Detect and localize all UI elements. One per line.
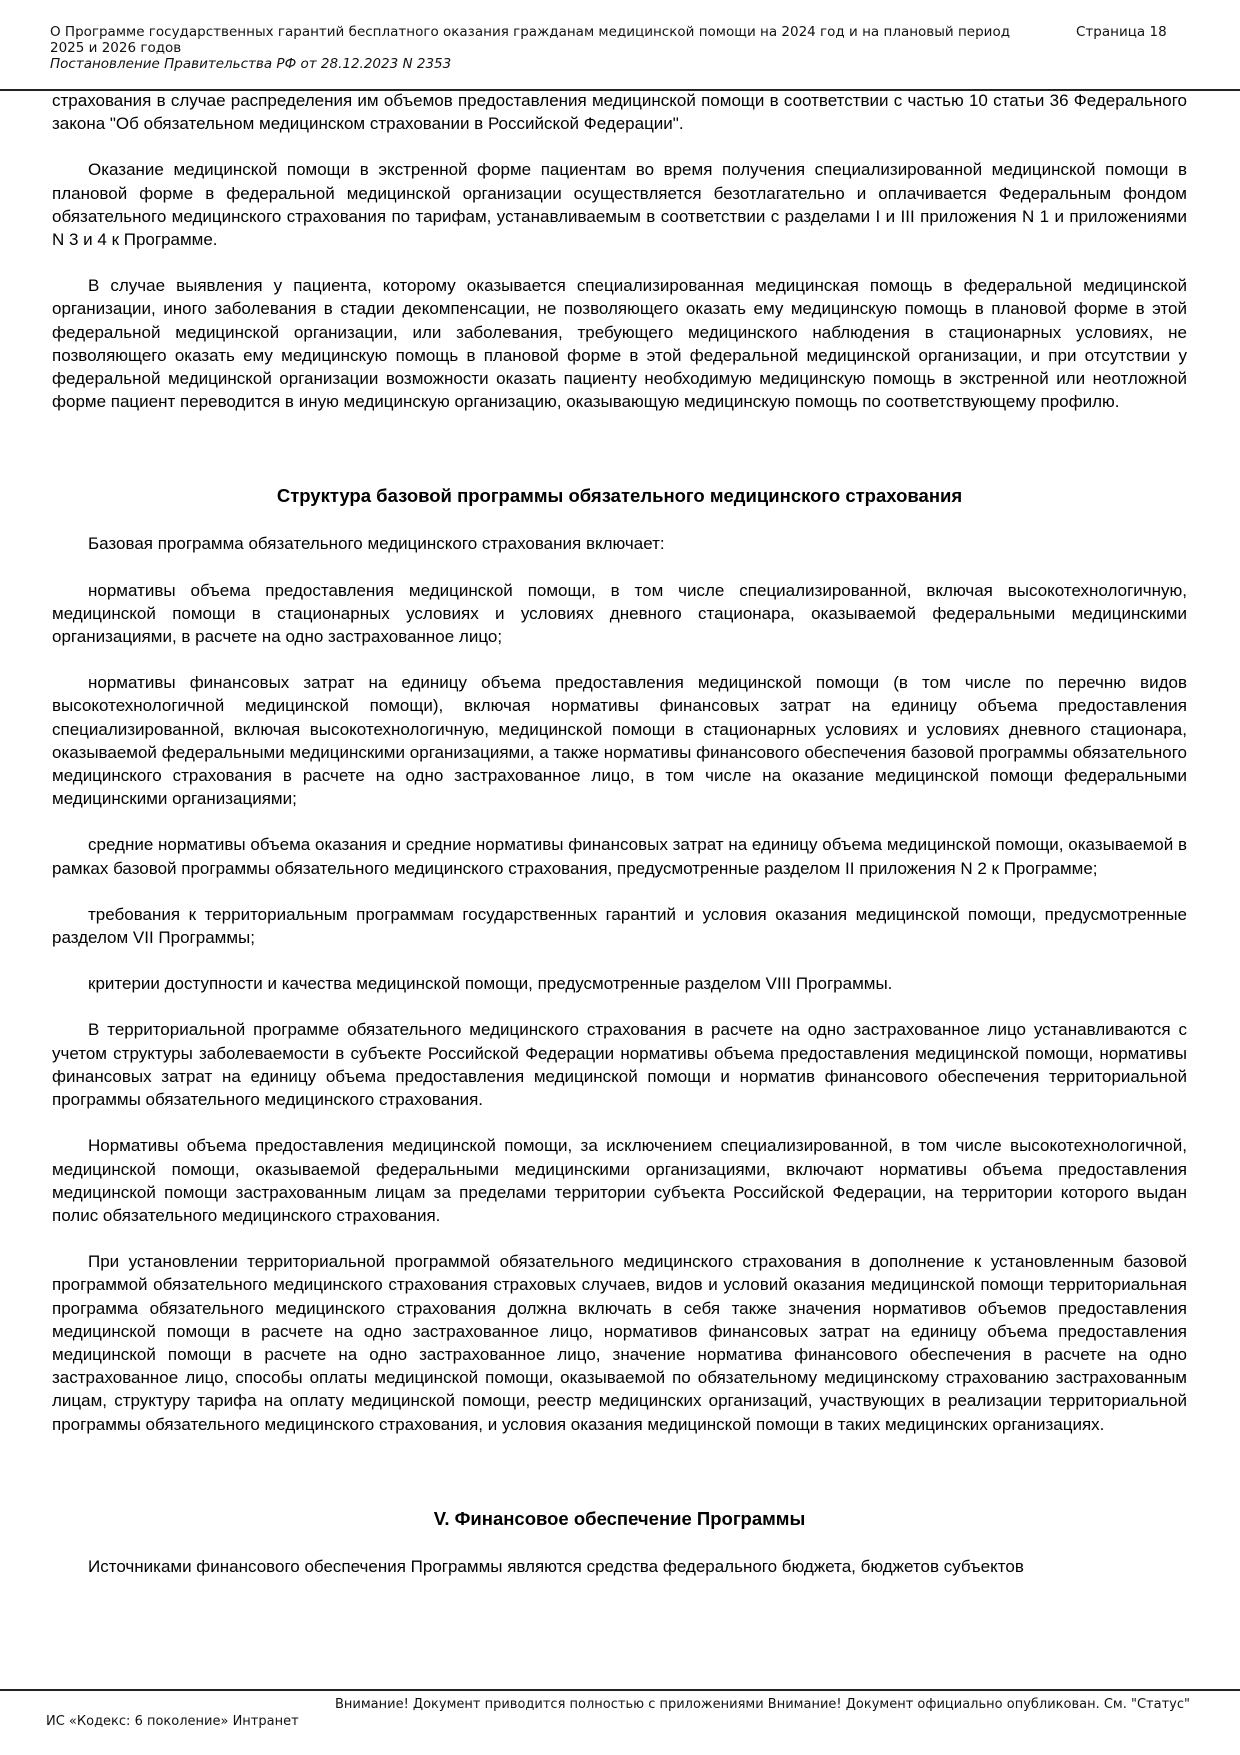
section-heading: Структура базовой программы обязательного медицинского страхования xyxy=(276,485,963,507)
footer-notice: Внимание! Документ приводится полностью с приложениями Внимание! Документ официально опубликован. См. "Статус" xyxy=(335,1697,1190,1712)
paragraph: страхования в случае распределения им объемов предоставления медицинской помощи в соответствии с частью 10 статьи 36 Федерального закона "Об обязательном медицинском страховании в Российской Федерации". xyxy=(52,91,1187,134)
list-paragraph: требования к территориальным программам государственных гарантий и условия оказания медицинской помощи, предусмотренные разделом VII Программы; xyxy=(52,904,1187,948)
list-paragraph: нормативы объема предоставления медицинской помощи, в том числе специализированной, включая высокотехнологичную, медицинской помощи в стационарных условиях и условиях дневного стационара, оказываемой федеральными медицинскими организациями, в расчете на одно застрахованное лицо; xyxy=(52,580,1187,647)
list-paragraph: критерии доступности и качества медицинской помощи, предусмотренные разделом VIII Программы. xyxy=(88,974,893,994)
paragraph: Базовая программа обязательного медицинского страхования включает: xyxy=(88,534,665,554)
page-header xyxy=(50,24,1050,72)
paragraph: Нормативы объема предоставления медицинской помощи, за исключением специализированной, в том числе высокотехнологичной, медицинской помощи, оказываемой федеральными медицинскими организациями, включают нормативы объема предоставления медицинской помощи застрахованным лицам за пределами территории субъекта Российской Федерации, на территории которого выдан полис обязательного медицинского страхования. xyxy=(52,1136,1187,1225)
list-paragraph: нормативы финансовых затрат на единицу объема предоставления медицинской помощи (в том числе по перечню видов высокотехнологичной медицинской помощи), включая нормативы финансовых затрат на единицу объема предоставления специализированной, включая высокотехнологичную, медицинской помощи в стационарных условиях и условиях дневного стационара, оказываемой федеральными медицинскими организациями, а также нормативы финансового обеспечения базовой программы обязательного медицинского страхования в расчете на одно застрахованное лицо, в том числе на оказание медицинской помощи федеральными медицинскими организациями; xyxy=(52,673,1187,809)
document-subtitle: Постановление Правительства РФ от 28.12.2023 N 2353 xyxy=(50,56,452,72)
document-body xyxy=(52,89,1187,1578)
document-title: О Программе государственных гарантий бесплатного оказания гражданам медицинской помощи на 2024 год и на плановый период 2025 и 2026 годов xyxy=(50,24,1011,56)
paragraph: При установлении территориальной программой обязательного медицинского страхования в дополнение к установленным базовой программой обязательного медицинского страхования страховых случаев, видов и условий оказания медицинской помощи территориальная программа обязательного медицинского страхования должна включать в себя также значения нормативов объемов предоставления медицинской помощи в расчете на одно застрахованное лицо, нормативов финансовых затрат на единицу объема предоставления медицинской помощи в расчете на одно застрахованное лицо, значение норматива финансового обеспечения в расчете на одно застрахованное лицо, способы оплаты медицинской помощи, оказываемой по обязательному медицинскому страхованию застрахованным лицам, структуру тарифа на оплату медицинской помощи, реестр медицинских организаций, участвующих в реализации территориальной программы обязательного медицинского страхования, и условия оказания медицинской помощи в таких медицинских организациях. xyxy=(52,1252,1187,1434)
paragraph: Оказание медицинской помощи в экстренной форме пациентам во время получения специализированной медицинской помощи в плановой форме в федеральной медицинской организации осуществляется безотлагательно и оплачивается Федеральным фондом обязательного медицинского страхования по тарифам, устанавливаемым в соответствии с разделами I и III приложения N 1 и приложениями N 3 и 4 к Программе. xyxy=(52,160,1187,250)
paragraph: В случае выявления у пациента, которому оказывается специализированная медицинская помощь в федеральной медицинской организации, иного заболевания в стадии декомпенсации, не позволяющего оказать ему медицинскую помощь в плановой форме в этой федеральной медицинской организации, или заболевания, требующего медицинского наблюдения в стационарных условиях, не позволяющего оказать ему медицинскую помощь в плановой форме в этой федеральной медицинской организации, и при отсутствии у федеральной медицинской организации возможности оказать пациенту необходимую медицинскую помощь в экстренной или неотложной форме пациент переводится в иную медицинскую организацию, оказывающую медицинскую помощь по соответствующему профилю. xyxy=(52,276,1187,412)
footer-system: ИС «Кодекс: 6 поколение» Интранет xyxy=(46,1714,299,1729)
section-heading: V. Финансовое обеспечение Программы xyxy=(433,1507,806,1529)
footer-divider xyxy=(0,1689,1240,1691)
paragraph: В территориальной программе обязательного медицинского страхования в расчете на одно застрахованное лицо устанавливаются с учетом структуры заболеваемости в субъекте Российской Федерации нормативы объема предоставления медицинской помощи, нормативы финансовых затрат на единицу объема предоставления медицинской помощи и норматив финансового обеспечения территориальной программы обязательного медицинского страхования. xyxy=(52,1020,1187,1110)
list-paragraph: средние нормативы объема оказания и средние нормативы финансовых затрат на единицу объема медицинской помощи, оказываемой в рамках базовой программы обязательного медицинского страхования, предусмотренные разделом II приложения N 2 к Программе; xyxy=(52,835,1187,878)
paragraph: Источниками финансового обеспечения Программы являются средства федерального бюджета, бюджетов субъектов xyxy=(88,1556,1024,1576)
page-number: Страница 18 xyxy=(1076,24,1167,40)
